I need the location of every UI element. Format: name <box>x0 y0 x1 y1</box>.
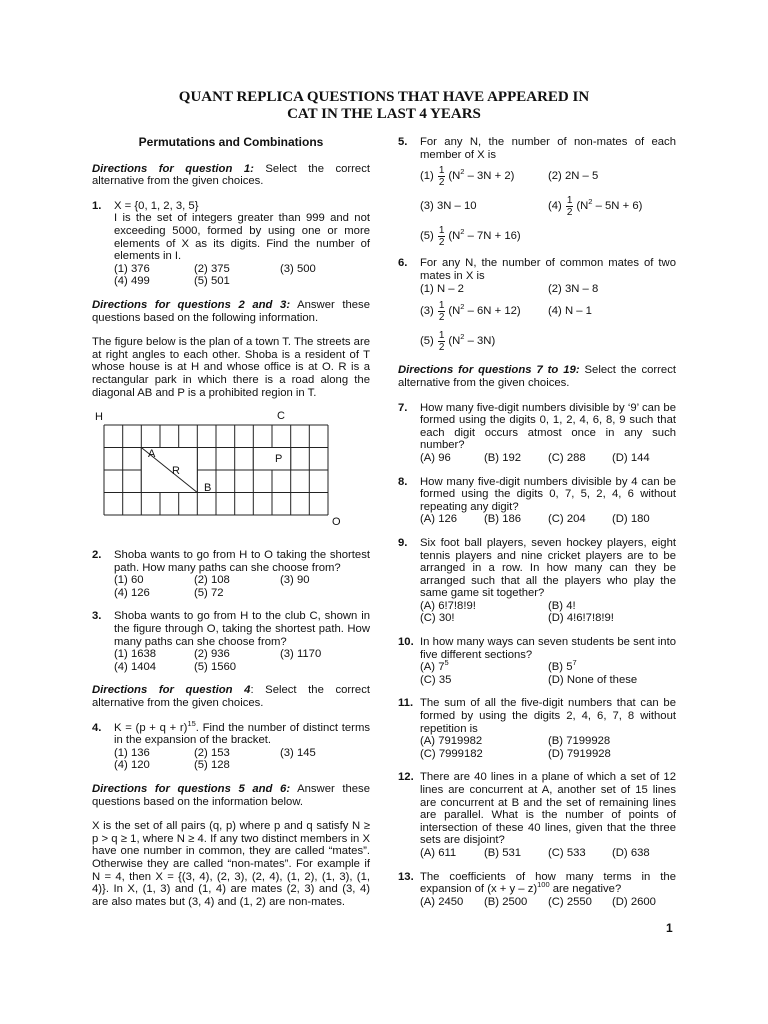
option: (B) 531 <box>484 846 522 859</box>
option: (5) 501 <box>194 275 230 288</box>
option: (2) 936 <box>194 648 230 661</box>
option: (B) 186 <box>484 513 522 526</box>
question-number: 12. <box>398 771 414 784</box>
question-11 <box>398 697 676 760</box>
figure-label-o: O <box>332 516 341 529</box>
question-1 <box>92 200 370 288</box>
option: (B) 2500 <box>484 895 528 908</box>
option: (C) 288 <box>548 451 586 464</box>
option: (3) 1170 <box>280 648 322 661</box>
option: (4) <box>548 199 562 212</box>
option: (B) $5^7$ <box>548 658 577 674</box>
fraction-one-half: $\frac{1}{2}$ <box>566 194 573 218</box>
question-9 <box>398 537 676 625</box>
option: (4) 499 <box>114 275 150 288</box>
question-8 <box>398 476 676 526</box>
question-10-options <box>420 658 676 686</box>
option: (A) 611 <box>420 846 457 859</box>
option: (2) 375 <box>194 262 230 275</box>
option: (D) 4!6!7!8!9! <box>548 612 614 625</box>
option: (4) 120 <box>114 759 150 772</box>
fraction-one-half: $\frac{1}{2}$ <box>438 329 445 353</box>
document-title-line2: CAT IN THE LAST 4 YEARS <box>287 106 481 122</box>
question-number: 1. <box>92 199 102 212</box>
option: (5) <box>420 229 434 242</box>
option: (C) 204 <box>548 513 586 526</box>
directions-q2-3: Directions for questions 2 and 3: Answer these questions based on the following information. <box>92 298 370 324</box>
option: (2) 2N – 5 <box>548 169 599 182</box>
prohibited-region-p <box>253 448 290 471</box>
option: (1) 376 <box>114 262 150 275</box>
question-4 <box>92 718 371 772</box>
option: (2) 3N – 8 <box>548 283 599 296</box>
option: (5) 128 <box>194 759 230 772</box>
town-grid-svg <box>92 411 332 539</box>
option-expression: $(N^2 - 3N)$ <box>448 332 496 348</box>
option: (1) N – 2 <box>420 283 464 296</box>
option: (1) 1638 <box>114 648 157 661</box>
directions-q5-6: Directions for questions 5 and 6: Answer these questions based on the information below. <box>92 783 370 808</box>
left-column <box>92 136 370 908</box>
question-13-text: The coefficients of how many terms in the expansion of $(x + y - z)^{100}$ are negative? <box>420 870 676 896</box>
option: (1) <box>420 169 434 182</box>
question-9-text: Six foot ball players, seven hockey players, eight tennis players and nine cricket players are to be arranged in a row. In how many can they be arranged such that all the players who play the same game sit together? <box>420 536 676 600</box>
directions-q4: Directions for question 4: Select the correct alternative from the given choices. <box>92 684 370 710</box>
question-11-options <box>420 735 676 760</box>
option: (C) 7999182 <box>420 747 483 760</box>
question-6-text: For any N, the number of common mates of two mates in X is <box>420 257 676 282</box>
question-5-options-row3 <box>420 221 676 251</box>
town-passage: The figure below is the plan of a town T. The streets are at right angles to each other. Shoba is a resident of T whose house is at H and whose office is at O. R is a rectangular park in which there is a road along the diagonal AB and P is a prohibited region in T. <box>92 336 370 399</box>
figure-label-b: B <box>204 482 212 495</box>
question-9-options <box>420 600 676 625</box>
question-number: 13. <box>398 870 414 883</box>
question-2-options <box>114 574 370 599</box>
document-title-line1: QUANT REPLICA QUESTIONS THAT HAVE APPEARED IN <box>178 89 590 105</box>
question-7 <box>398 402 676 465</box>
question-6-options-row1 <box>420 282 676 296</box>
option: (3) 500 <box>280 262 316 275</box>
question-number: 3. <box>92 610 102 623</box>
fraction-one-half: $\frac{1}{2}$ <box>438 299 445 323</box>
question-12 <box>398 771 676 859</box>
question-5-text: For any N, the number of non-mates of each member of X is <box>420 136 676 161</box>
option: (1) 136 <box>114 746 150 759</box>
option: (5) 1560 <box>194 660 237 673</box>
question-13 <box>398 871 676 909</box>
option: (A) $7^5$ <box>420 658 449 674</box>
question-4-options <box>114 747 370 772</box>
option: (B) 4! <box>548 599 576 612</box>
option: (5) <box>420 335 434 348</box>
option-expression: $(N^2 - 7N + 16)$ <box>448 227 521 242</box>
option: (A) 126 <box>420 513 458 526</box>
directions-q1: Directions for question 1: Select the correct alternative from the given choices. <box>92 162 370 188</box>
figure-label-c: C <box>277 410 285 423</box>
question-6-options-row2 <box>420 296 676 326</box>
right-column <box>398 136 676 908</box>
option-expression: $(N^2 - 5N + 6)$ <box>576 197 643 212</box>
question-6-options-row3 <box>420 326 676 356</box>
option: (A) 96 <box>420 451 451 464</box>
question-6 <box>398 257 676 356</box>
question-10 <box>398 636 676 686</box>
figure-label-h: H <box>95 411 103 424</box>
question-number: 2. <box>92 549 102 562</box>
question-8-options <box>420 513 676 526</box>
option: (5) 72 <box>194 586 224 599</box>
option: (2) 153 <box>194 746 230 759</box>
question-12-options <box>420 847 676 860</box>
option: (C) 30! <box>420 612 455 625</box>
question-3-options <box>114 648 370 673</box>
option: (A) 2450 <box>420 895 464 908</box>
option: (D) 180 <box>612 513 650 526</box>
question-3 <box>92 610 370 673</box>
option: (C) 533 <box>548 846 586 859</box>
option: (4) 126 <box>114 586 150 599</box>
option: (B) 7199928 <box>548 735 611 748</box>
option: (3) 3N – 10 <box>420 199 477 212</box>
town-plan-figure <box>92 410 341 539</box>
question-number: 9. <box>398 536 408 549</box>
option: (A) 6!7!8!9! <box>420 599 476 612</box>
question-5-options-row2 <box>420 191 676 221</box>
question-5-options-row1 <box>420 161 676 191</box>
page-number: 1 <box>666 921 673 935</box>
question-12-text: There are 40 lines in a plane of which a set of 12 lines are concurrent at A, another set of 15 lines are concurrent at B and the set of remaining lines are parallel. What is the number of points of intersection of these 40 lines, given that the three sets are disjoint? <box>420 771 676 847</box>
fraction-one-half: $\frac{1}{2}$ <box>438 164 445 188</box>
question-5 <box>398 136 676 251</box>
question-7-text: How many five-digit numbers divisible by ‘9’ can be formed using the digits 0, 1, 2, 4, 6, 8, 9 such that each digit occurs atmost once in any such number? <box>420 401 676 452</box>
question-1-set: X = {0, 1, 2, 3, 5} <box>114 199 199 212</box>
option: (2) 108 <box>194 574 230 587</box>
question-1-options <box>114 263 370 288</box>
question-7-options <box>420 452 676 465</box>
question-number: 6. <box>398 257 408 270</box>
mates-passage: X is the set of all pairs (q, p) where p and q satisfy N ≥ p > q ≥ 1, where N ≥ 4. If any two distinct members in X have one number in common, they are called “mates”. Otherwise they are called “non-mates”. For example if N = 4, then X = {(3, 4), (2, 3), (2, 4), (1, 2), (1, 3), (1, 4)}. In X, (1, 3) and (1, 4) are mates (2, 3) and (3, 4) are also mates but (3, 4) and (1, 2) are non-mates. <box>92 820 370 908</box>
option: (C) 2550 <box>548 895 592 908</box>
option: (D) 638 <box>612 846 650 859</box>
question-10-text: In how many ways can seven students be sent into five different sections? <box>420 636 676 661</box>
fraction-one-half: $\frac{1}{2}$ <box>438 224 445 248</box>
option: (A) 7919982 <box>420 735 483 748</box>
figure-label-a: A <box>148 448 156 461</box>
option: (B) 192 <box>484 451 522 464</box>
figure-label-r: R <box>172 465 180 478</box>
question-2 <box>92 549 370 599</box>
option-expression: $(N^2 - 3N + 2)$ <box>448 167 515 182</box>
option: (C) 35 <box>420 673 452 686</box>
question-number: 11. <box>398 697 414 710</box>
question-3-text: Shoba wants to go from H to the club C, shown in the figure through O, taking the shortest path. How many paths can she choose from? <box>114 610 370 648</box>
option-expression: $(N^2 - 6N + 12)$ <box>448 302 521 318</box>
option: (D) None of these <box>548 673 638 686</box>
question-number: 8. <box>398 475 408 488</box>
question-2-text: Shoba wants to go from H to O taking the shortest path. How many paths can she choose from? <box>114 549 370 574</box>
option: (D) 7919928 <box>548 747 611 760</box>
question-11-text: The sum of all the five-digit numbers that can be formed by using the digits 2, 4, 6, 7, 8 without repetition is <box>420 697 676 735</box>
question-number: 10. <box>398 636 414 649</box>
question-13-options <box>420 896 676 909</box>
option: (D) 144 <box>612 451 650 464</box>
option: (3) 145 <box>280 746 316 759</box>
option: (4) 1404 <box>114 660 157 673</box>
question-number: 7. <box>398 401 408 414</box>
figure-label-p: P <box>275 453 283 466</box>
option: (3) <box>420 305 434 318</box>
question-number: 4. <box>92 721 102 734</box>
option: (1) 60 <box>114 574 144 587</box>
section-heading: Permutations and Combinations <box>138 135 324 149</box>
option: (D) 2600 <box>612 895 656 908</box>
directions-q7-19: Directions for questions 7 to 19: Select the correct alternative from the given choices. <box>398 364 676 389</box>
option: (4) N – 1 <box>548 305 592 318</box>
option: (3) 90 <box>280 574 310 587</box>
question-number: 5. <box>398 136 408 148</box>
question-4-text: $K = (p + q + r)^{15}$. Find the number of distinct terms in the expansion of the bracket. <box>114 718 371 747</box>
question-8-text: How many five-digit numbers divisible by 4 can be formed using the digits 0, 7, 5, 2, 4, 6 without repeating any digit? <box>420 475 676 513</box>
question-1-text: I is the set of integers greater than 999 and not exceeding 5000, formed by using one or more elements of X as its digits. Find the number of elements in I. <box>114 212 370 263</box>
